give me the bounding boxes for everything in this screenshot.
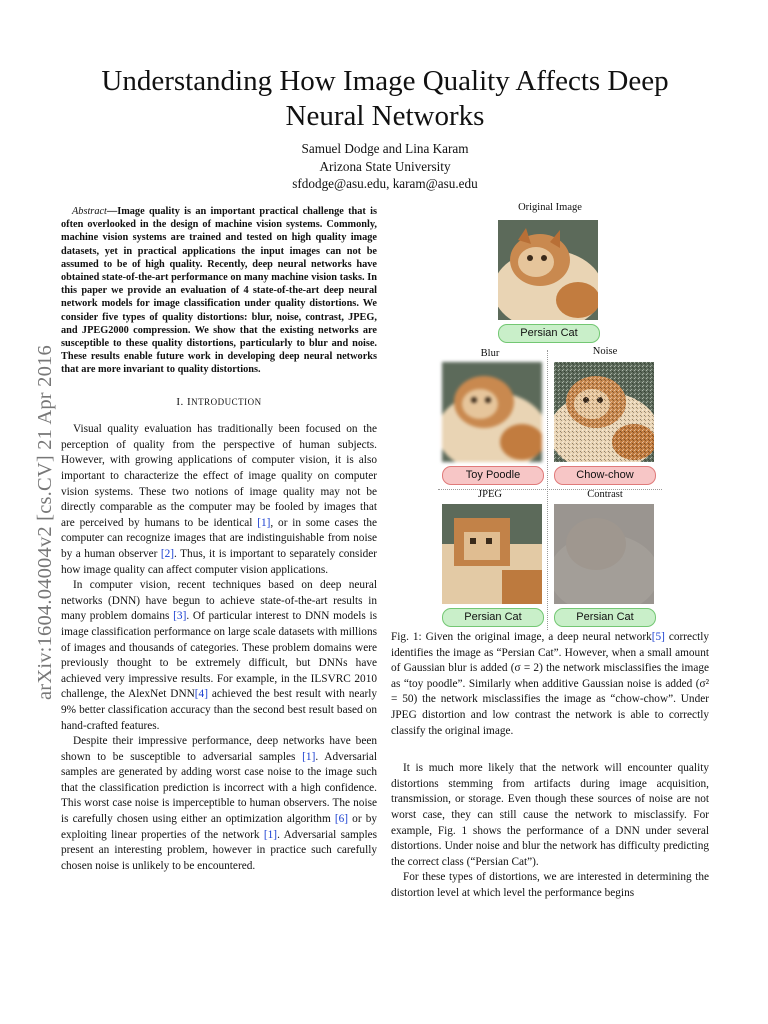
section-heading-introduction <box>61 395 377 411</box>
paper-title: Understanding How Image Quality Affects Deep Neural Networks <box>101 65 669 132</box>
right-paragraph-2: For these types of distortions, we are interested in determining the distortion level at which level the performance begins <box>391 871 709 899</box>
contrast-label: Contrast <box>587 489 623 500</box>
blurred-cat-image <box>442 362 542 462</box>
left-column <box>61 205 377 874</box>
prediction-blur: Toy Poodle <box>442 466 544 485</box>
text-run: correctly identifies the image as “Persian Cat”. However, when a small amount of Gaussian blur is added (σ = 2) the network misclassifies the image as “toy poodle”. Similarly when additive Gaussian noise is added (σ² = 50) the network misclassifies the image as “chow-chow”. Under JPEG distortion and low contrast the network is able to correctly classify the original image. <box>391 631 710 737</box>
arxiv-identifier: arXiv:1604.04004v2 [cs.CV] 21 Apr 2016 <box>34 345 56 700</box>
citation-link[interactable]: [1] <box>302 750 316 763</box>
author-affiliation: Arizona State University <box>319 158 451 174</box>
abstract-text: —Image quality is an important practical challenge that is often overlooked in the design of machine vision systems. Commonly, machine vision systems are trained and tested on high quality image datasets, yet in practical applications the input images can not be assumed to be of high quality. Recently, deep neural networks have obtained state-of-the-art performance on many machine vision tasks. In this paper we provide an evaluation of 4 state-of-the-art deep neural network models for image classification under quality distortions. We consider five types of quality distortions: blur, noise, contrast, JPEG, and JPEG2000 compression. We show that the existing networks are susceptible to these quality distortions, particularly to blur and noise. These results enable future work in developing deep neural networks that are more invariant to quality distortions. <box>61 206 377 376</box>
text-run: . Thus, it is important to separately consider how image quality can affect computer vision applications. <box>61 547 378 576</box>
prediction-original: Persian Cat <box>498 324 600 343</box>
citation-link[interactable]: [1] <box>257 516 271 529</box>
figure-1 <box>430 200 670 630</box>
right-paragraph-1: It is much more likely that the network will encounter quality distortions stemming from artifacts during image acquisition, transmission, or storage. Even though these sources of noise are not worst case, they can still cause the network to misclassify. For example, Fig. 1 shows the performance of a DNN under several distortions. Under noise and blur the network has difficulty predicting the correct class (“Persian Cat”). <box>391 762 709 868</box>
intro-paragraph-2 <box>61 578 377 734</box>
text-run: . Adversarial samples are generated by adding worst case noise to the image such that the classification prediction is incorrect with a high confidence. This worst case noise is imperceptible to human observers. The noise is carefully chosen using either an optimization algorithm <box>61 750 377 826</box>
jpeg-cat-image <box>442 504 542 604</box>
figure-caption <box>391 630 709 739</box>
citation-link[interactable]: [1] <box>263 828 278 841</box>
abstract <box>61 205 377 377</box>
right-column <box>391 630 709 902</box>
text-run: . Adversarial samples present an interesting problem, however in practice such carefully chosen noise is unlikely to be encountered. <box>61 828 377 872</box>
intro-paragraph-1 <box>61 422 377 578</box>
author-names: Samuel Dodge and Lina Karam <box>301 141 469 156</box>
text-run: In computer vision, recent techniques based on deep neural networks (DNN) have begun to achieve state-of-the-art results in many problem domains <box>61 579 377 623</box>
citation-link[interactable]: [3] <box>173 610 187 623</box>
author-block <box>200 140 570 193</box>
noise-label: Noise <box>592 346 618 357</box>
author-emails: sfdodge@asu.edu, karam@asu.edu <box>292 176 478 191</box>
citation-link[interactable]: [4] <box>194 688 208 701</box>
intro-paragraph-3 <box>61 734 377 874</box>
section-heading-initial: I <box>187 395 192 408</box>
citation-link[interactable]: [2] <box>160 547 175 560</box>
figure-divider-vertical <box>547 350 548 630</box>
text-run: Despite their impressive performance, deep networks have been shown to be susceptible to adversarial samples <box>61 735 377 763</box>
original-cat-image <box>498 220 598 320</box>
prediction-jpeg: Persian Cat <box>442 608 544 627</box>
noisy-cat-image <box>554 362 654 462</box>
citation-link[interactable]: [5] <box>651 631 665 643</box>
text-run: , or in some cases the computer can recognize images that are indistinguishable from noise by a human observer <box>61 516 378 560</box>
original-image-label: Original Image <box>518 202 582 213</box>
abstract-label: Abstract <box>72 206 107 217</box>
text-run: or by exploiting linear properties of the network <box>61 813 378 841</box>
low-contrast-cat-image <box>554 504 654 604</box>
text-run: Visual quality evaluation has traditionally been focused on the perception of quality from the perspective of human subjects. However, with growing applications of computer vision, it is also important to characterize the effect of image quality on computer vision systems. These two notions of image quality may not be directly comparable as the computer may be fooled by images that are perceived by humans to be identical <box>61 423 377 529</box>
text-run: achieved the best result with nearly 9% better classification accuracy than the second best result based on hand-crafted features. <box>61 688 378 732</box>
citation-link[interactable]: [6] <box>334 813 349 826</box>
section-numeral: I. <box>176 395 184 408</box>
text-run: Fig. 1: Given the original image, a deep neural network <box>391 631 652 643</box>
text-run: . Of particular interest to DNN models is image classification performance on large scale datasets with millions of images and thousands of categories. These problem domains were previously thought to be extremely difficult, but DNNs have achieved very impressive results. For example, in the ILSVRC 2010 challenge, the AlexNet DNN <box>61 610 377 701</box>
blur-label: Blur <box>480 348 500 359</box>
prediction-contrast: Persian Cat <box>554 608 656 627</box>
prediction-noise: Chow-chow <box>554 466 656 485</box>
jpeg-label: JPEG <box>478 489 502 500</box>
section-heading-rest: NTRODUCTION <box>191 396 262 407</box>
